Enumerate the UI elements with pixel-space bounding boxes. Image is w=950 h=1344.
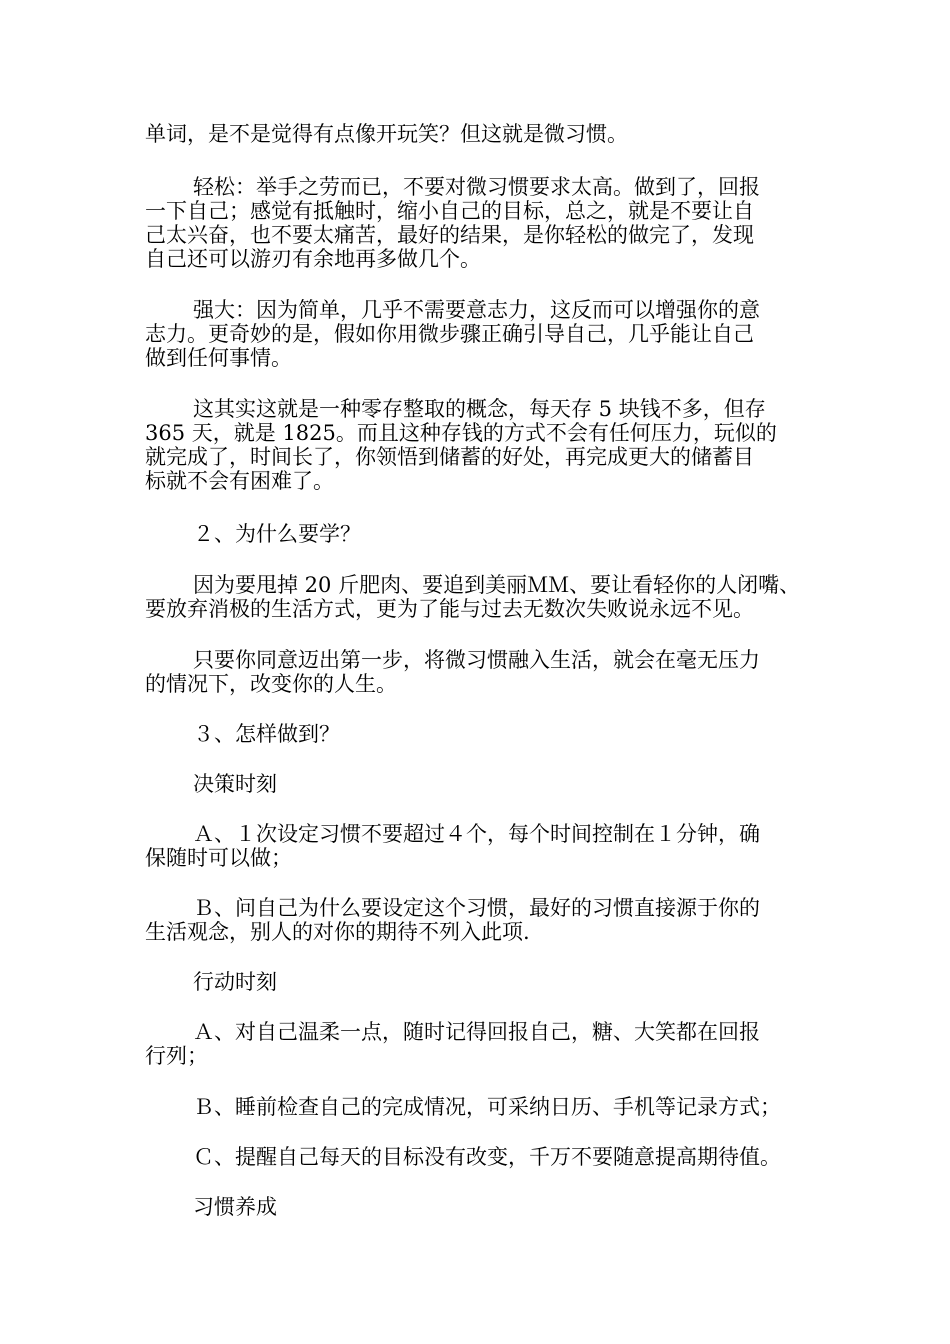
paragraph-line: ２、为什么要学？ (193, 522, 361, 546)
paragraph-line: Ａ、对自己温柔一点，随时记得回报自己，糖、大笑都在回报 (193, 1020, 760, 1044)
subheading-action (145, 970, 815, 994)
paragraph-line: 标就不会有困难了。 (145, 469, 334, 493)
paragraph-reasons (145, 573, 815, 621)
paragraph-decision-b (145, 896, 815, 944)
paragraph-line: 志力。更奇妙的是，假如你用微步骤正确引导自己，几乎能让自己 (145, 322, 754, 346)
paragraph-line: 自己还可以游刃有余地再多做几个。 (145, 247, 481, 271)
paragraph-line: 就完成了，时间长了，你领悟到储蓄的好处，再完成更大的储蓄目 (145, 445, 754, 469)
paragraph-line: 习惯养成 (193, 1195, 277, 1219)
paragraph-action-a (145, 1020, 815, 1068)
paragraph-line: 要放弃消极的生活方式，更为了能与过去无数次失败说永远不见。 (145, 597, 754, 621)
paragraph-decision-a (145, 822, 815, 870)
paragraph-line: ３、怎样做到？ (193, 722, 340, 746)
paragraph-intro-end (145, 122, 815, 146)
paragraph-line: 的情况下，改变你的人生。 (145, 672, 397, 696)
paragraph-line: 单词，是不是觉得有点像开玩笑？但这就是微习惯。 (145, 122, 628, 146)
paragraph-action-c (145, 1145, 815, 1169)
paragraph-line: 保随时可以做； (145, 846, 292, 870)
paragraph-line: Ａ、１次设定习惯不要超过４个，每个时间控制在１分钟，确 (193, 822, 760, 846)
paragraph-line: Ｃ、提醒自己每天的目标没有改变，千万不要随意提高期待值。 (193, 1145, 781, 1169)
paragraph-line: Ｂ、问自己为什么要设定这个习惯，最好的习惯直接源于你的 (193, 896, 760, 920)
paragraph-line: 决策时刻 (193, 772, 277, 796)
paragraph-first-step (145, 648, 815, 696)
paragraph-line: 一下自己；感觉有抵触时，缩小自己的目标，总之，就是不要让自 (145, 199, 754, 223)
paragraph-line: 这其实这就是一种零存整取的概念，每天存 5 块钱不多，但存 (193, 397, 766, 421)
paragraph-saving (145, 397, 815, 493)
paragraph-line: 强大：因为简单，几乎不需要意志力，这反而可以增强你的意 (193, 298, 760, 322)
subheading-habit-forming (145, 1195, 815, 1219)
section-heading-how (145, 722, 815, 746)
paragraph-easy (145, 175, 815, 271)
paragraph-line: 行动时刻 (193, 970, 277, 994)
paragraph-line: 365 天，就是 1825。而且这种存钱的方式不会有任何压力，玩似的 (145, 421, 777, 445)
paragraph-action-b (145, 1095, 815, 1119)
paragraph-strong (145, 298, 815, 370)
paragraph-line: 只要你同意迈出第一步，将微习惯融入生活，就会在毫无压力 (193, 648, 760, 672)
paragraph-line: 生活观念，别人的对你的期待不列入此项. (145, 920, 530, 944)
paragraph-line: Ｂ、睡前检查自己的完成情况，可采纳日历、手机等记录方式； (193, 1095, 781, 1119)
paragraph-line: 轻松：举手之劳而已，不要对微习惯要求太高。做到了，回报 (193, 175, 760, 199)
paragraph-line: 行列； (145, 1044, 208, 1068)
section-heading-why (145, 522, 815, 546)
paragraph-line: 做到任何事情。 (145, 346, 292, 370)
paragraph-line: 因为要甩掉 20 斤肥肉、要追到美丽ＭＭ、要让看轻你的人闭嘴、 (193, 573, 801, 597)
subheading-decision (145, 772, 815, 796)
paragraph-line: 己太兴奋，也不要太痛苦，最好的结果，是你轻松的做完了，发现 (145, 223, 754, 247)
